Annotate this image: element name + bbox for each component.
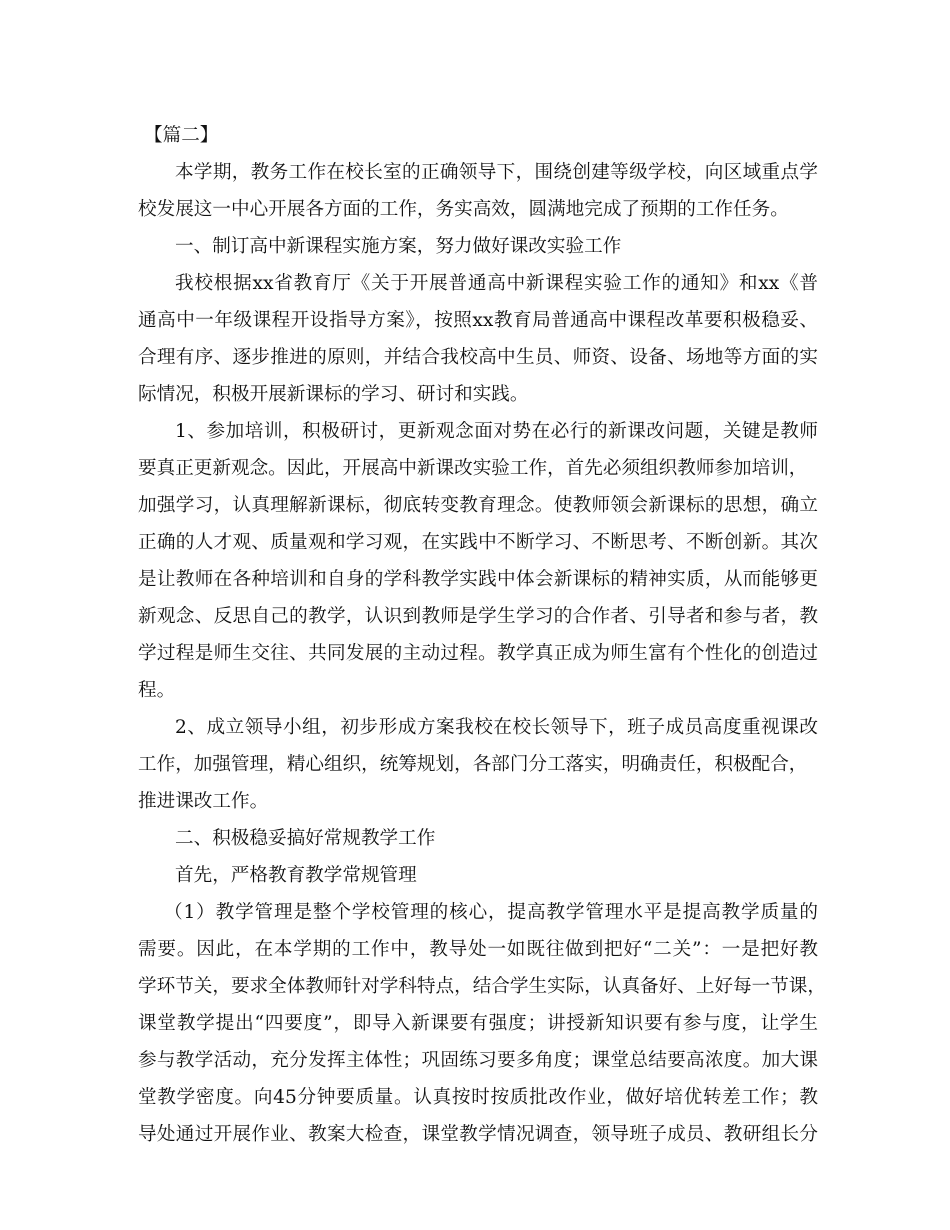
- text-line: 课堂教学提出“四要度”，即导入新课要有强度；讲授新知识要有参与度，让学生: [138, 1013, 818, 1034]
- text-line: 导处通过开展作业、教案大检查，课堂教学情况调查，领导班子成员、教研组长分: [138, 1124, 818, 1145]
- text-line: 需要。因此，在本学期的工作中，教导处一如既往做到把好“二关”：一是把好教: [138, 939, 818, 960]
- text-line: 工作，加强管理，精心组织，统筹规划，各部门分工落实，明确责任，积极配合，: [138, 754, 808, 775]
- text-line: 正确的人才观、质量观和学习观，在实践中不断学习、不断思考、不断创新。其次: [138, 532, 818, 553]
- text-line: 学环节关，要求全体教师针对学科特点，结合学生实际，认真备好、上好每一节课，: [138, 976, 826, 997]
- text-line: 一、制订高中新课程实施方案，努力做好课改实验工作: [175, 236, 622, 257]
- text-line: 我校根据xx省教育厅《关于开展普通高中新课程实验工作的通知》和xx《普: [175, 273, 818, 294]
- text-line: 通高中一年级课程开设指导方案》，按照xx教育局普通高中课程改革要积极稳妥、: [138, 310, 818, 331]
- text-line: 首先，严格教育教学常规管理: [175, 865, 417, 886]
- text-line: 堂教学密度。向45分钟要质量。认真按时按质批改作业，做好培优转差工作；教: [138, 1087, 818, 1108]
- text-line: （1）教学管理是整个学校管理的核心，提高教学管理水平是提高教学质量的: [164, 902, 818, 923]
- text-line: 加强学习，认真理解新课标，彻底转变教育理念。使教师领会新课标的思想，确立: [138, 495, 818, 516]
- document-body: [138, 117, 826, 1153]
- text-line: 新观念、反思自己的教学，认识到教师是学生学习的合作者、引导者和参与者，教: [138, 606, 818, 627]
- text-line: 合理有序、逐步推进的原则，并结合我校高中生员、师资、设备、场地等方面的实: [138, 347, 818, 368]
- text-line: 校发展这一中心开展各方面的工作，务实高效，圆满地完成了预期的工作任务。: [138, 199, 789, 220]
- text-line: 程。: [138, 680, 176, 701]
- text-line: 参与教学活动，充分发挥主体性；巩固练习要多角度；课堂总结要高浓度。加大课: [138, 1050, 818, 1071]
- text-line: 2、成立领导小组，初步形成方案我校在校长领导下，班子成员高度重视课改: [175, 717, 818, 738]
- text-line: 是让教师在各种培训和自身的学科教学实践中体会新课标的精神实质，从而能够更: [138, 569, 818, 590]
- text-line: 1、参加培训，积极研讨，更新观念面对势在必行的新课改问题，关键是教师: [175, 421, 818, 442]
- text-line: 二、积极稳妥搞好常规教学工作: [175, 828, 436, 849]
- text-line: 学过程是师生交往、共同发展的主动过程。教学真正成为师生富有个性化的创造过: [138, 643, 818, 664]
- text-line: 际情况，积极开展新课标的学习、研讨和实践。: [138, 384, 529, 405]
- text-line: 本学期，教务工作在校长室的正确领导下，围绕创建等级学校，向区域重点学: [175, 162, 818, 183]
- text-line: 要真正更新观念。因此，开展高中新课改实验工作，首先必须组织教师参加培训，: [138, 458, 808, 479]
- text-line: 推进课改工作。: [138, 791, 269, 812]
- section-heading: 【篇二】: [144, 125, 219, 146]
